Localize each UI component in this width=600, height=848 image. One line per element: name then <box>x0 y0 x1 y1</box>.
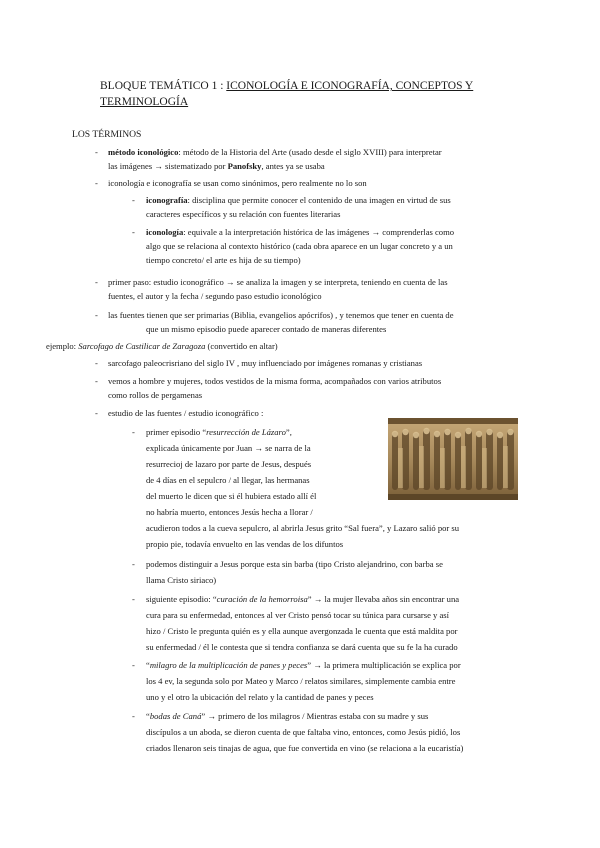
hemorroisa-1 <box>146 593 459 605</box>
milagro-b: ” → la primera multiplicación se explica por <box>307 660 461 670</box>
bullet-dash: - <box>95 277 98 287</box>
sinonimos-text: iconología e iconografía se usan como sinónimos, pero realmente no lo son <box>108 178 367 188</box>
cana-1 <box>146 710 428 722</box>
panofsky-name: Panofsky <box>227 161 262 171</box>
term-metodo-line2-a: las imágenes → sistematizado por <box>108 161 228 171</box>
vemos-2: como rollos de pergamenas <box>108 390 203 400</box>
ejemplo-heading <box>46 340 278 352</box>
bullet-dash: - <box>132 660 135 670</box>
bullet-dash: - <box>132 227 135 237</box>
lazaro-5: del muerto le dicen que si él hubiera estado allí él <box>146 491 317 501</box>
lazaro-1 <box>146 426 292 438</box>
lazaro-4: de 4 días en el sepulcro / al llegar, las hermanas <box>146 475 310 485</box>
barba-1: podemos distinguir a Jesus porque esta sin barba (tipo Cristo alejandrino, con barba se <box>146 559 443 569</box>
bullet-dash: - <box>132 559 135 569</box>
lazaro-a: primer episodio “ <box>146 427 207 437</box>
lazaro-8: propio pie, todavía envuelto en las vendas de los difuntos <box>146 539 344 549</box>
milagro-3: uno y el otro la ubicación del relato y la cantidad de panes y peces <box>146 692 374 702</box>
title-link-2[interactable]: TERMINOLOGÍA <box>100 96 189 108</box>
hemorroisa-a: siguiente episodio: “ <box>146 594 217 604</box>
title-link-1[interactable]: ICONOLOGÍA E ICONOGRAFÍA, CONCEPTOS Y <box>226 80 474 92</box>
lazaro-b: ”, <box>285 427 292 437</box>
lazaro-6: no habría muerto, entonces Jesús hecha a llorar / <box>146 507 313 517</box>
cana-b: ” → primero de los milagros / Mientras estaba con su madre y sus <box>201 711 429 721</box>
cana-italic: bodas de Caná <box>149 711 202 721</box>
term-iconologia-line2: algo que se relaciona al contexto histórico (cada obra aparece en un lugar concreto y a un <box>146 241 453 251</box>
term-iconologia-bold: iconología <box>146 227 184 237</box>
ejemplo-suffix: (convertido en altar) <box>205 341 278 351</box>
bullet-dash: - <box>95 376 98 386</box>
bullet-dash: - <box>132 594 135 604</box>
hemorroisa-b: ” → la mujer llevaba años sin encontrar una <box>307 594 460 604</box>
bullet-dash: - <box>95 310 98 320</box>
term-metodo-text: : método de la Historia del Arte (usado desde el siglo XVIII) para interpretar <box>178 147 442 157</box>
bullet-dash: - <box>95 178 98 188</box>
term-metodo-line2 <box>108 160 325 172</box>
bullet-dash: - <box>132 195 135 205</box>
barba-2: llama Cristo siriaco) <box>146 575 217 585</box>
term-iconologia-line3: tiempo concreto/ el arte es hija de su tiempo) <box>146 255 301 265</box>
lazaro-italic: resurrección de Lázaro <box>206 427 286 437</box>
estudio-text: estudio de las fuentes / estudio iconográfico : <box>108 408 264 418</box>
term-metodo <box>108 146 442 158</box>
lazaro-3: resurrecioj de lazaro por parte de Jesus, después <box>146 459 312 469</box>
milagro-2: los 4 ev, la segunda solo por Mateo y Marco / relatos similares, simplemente cambia entre <box>146 676 456 686</box>
term-iconografia-line2: caracteres específicos y su relación con fuentes literarias <box>146 209 341 219</box>
bullet-dash: - <box>132 711 135 721</box>
cana-a: “ <box>146 711 150 721</box>
fuentes-1: las fuentes tienen que ser primarias (Biblia, evangelios apócrifos) , y tenemos que tener en cuenta de <box>108 310 454 320</box>
milagro-a: “ <box>146 660 150 670</box>
term-iconologia <box>146 226 454 238</box>
term-iconologia-text: : equivale a la interpretación histórica de las imágenes → comprenderlas como <box>183 227 455 237</box>
term-iconografia <box>146 194 451 206</box>
ejemplo-title: Sarcofago de Castilicar de Zaragoza <box>78 341 206 351</box>
term-metodo-bold: método iconológico <box>108 147 179 157</box>
hemorroisa-2: cura para su enfermedad, entonces al ver Cristo pensó tocar su túnica para cursarse y así <box>146 610 450 620</box>
lazaro-2: explicada únicamente por Juan → se narra de la <box>146 443 311 453</box>
hemorroisa-3: hizo / Cristo le pregunta quién es y ella aunque avergonzada le cuenta que está maldita por <box>146 626 458 636</box>
term-iconografia-bold: iconografía <box>146 195 188 205</box>
fuentes-2: que un mismo episodio puede aparecer contado de maneras diferentes <box>146 324 387 334</box>
bullet-dash: - <box>132 427 135 437</box>
vemos-1: vemos a hombre y mujeres, todos vestidos de la misma forma, acompañados con varios atributos <box>108 376 442 386</box>
cana-3: criados llenaron seis tinajas de agua, que fue convertida en vino (se relaciona a la eucaristía) <box>146 743 464 753</box>
section-heading: LOS TÉRMINOS <box>72 129 142 140</box>
sarcophagus-relief-image <box>388 418 518 500</box>
primer-paso-1: primer paso: estudio iconográfico → se analiza la imagen y se interpreta, teniendo en cuenta de las <box>108 277 448 287</box>
term-iconografia-text: : disciplina que permite conocer el contenido de una imagen en virtud de sus <box>187 195 451 205</box>
ejemplo-prefix: ejemplo: <box>46 341 79 351</box>
bullet-dash: - <box>95 408 98 418</box>
cana-2: discípulos a un aboda, se dieron cuenta de que faltaba vino, entonces, como Jesús pidió, los <box>146 727 461 737</box>
primer-paso-2: fuentes, el autor y la fecha / segundo paso estudio iconológico <box>108 291 322 301</box>
sarcofago-text: sarcofago paleocrisriano del siglo IV , muy influenciado por imágenes romanas y cristianas <box>108 358 423 368</box>
lazaro-7: acudieron todos a la cueva sepulcro, al abrirla Jesus grito “Sal fuera”, y Lazaro salió por su <box>146 523 460 533</box>
bullet-dash: - <box>95 358 98 368</box>
page-title <box>100 78 520 110</box>
milagro-1 <box>146 659 461 671</box>
hemorroisa-4: su enfermedad / él le contesta que si tendra confianza se dará cuenta que su fe la ha curado <box>146 642 458 652</box>
milagro-italic: milagro de la multiplicación de panes y peces <box>149 660 308 670</box>
title-main: BLOQUE TEMÁTICO 1 : <box>100 80 227 92</box>
term-metodo-line2-b: , antes ya se usaba <box>261 161 325 171</box>
hemorroisa-italic: curación de la hemorroisa <box>216 594 308 604</box>
bullet-dash: - <box>95 147 98 157</box>
